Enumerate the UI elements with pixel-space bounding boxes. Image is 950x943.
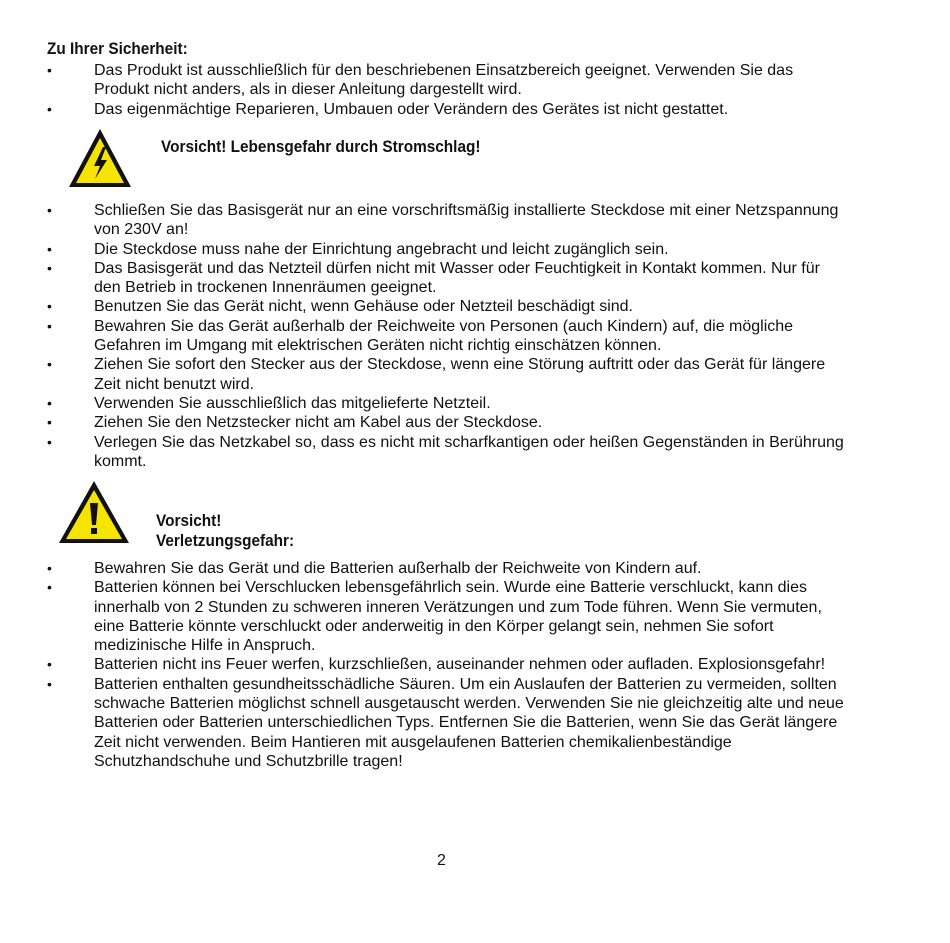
section-title: Zu Ihrer Sicherheit: xyxy=(47,40,188,58)
bullet xyxy=(47,100,57,119)
list-item xyxy=(47,413,847,432)
bullet xyxy=(47,297,57,316)
bullet xyxy=(47,578,57,597)
page-number: 2 xyxy=(437,852,446,869)
list-item-text: Verlegen Sie das Netzkabel so, dass es nicht mit scharfkantigen oder heißen Gegenständen in Berührung kommt. xyxy=(94,433,844,470)
list-item xyxy=(47,297,847,316)
bullet xyxy=(47,413,57,432)
exclamation-warning-icon xyxy=(57,479,131,545)
bullet xyxy=(47,559,57,578)
list-item-text: Verwenden Sie ausschließlich das mitgelieferte Netzteil. xyxy=(94,394,491,412)
injury-warning-line1: Vorsicht! xyxy=(156,512,222,530)
electric-shock-warning-text: Vorsicht! Lebensgefahr durch Stromschlag! xyxy=(161,138,481,156)
bullet xyxy=(47,675,57,694)
bullet xyxy=(47,433,57,452)
list-item xyxy=(47,675,847,771)
list-item-text: Ziehen Sie den Netzstecker nicht am Kabel aus der Steckdose. xyxy=(94,414,543,432)
list-item xyxy=(47,433,847,472)
electric-shock-warning-icon xyxy=(67,127,133,189)
list-item xyxy=(47,394,847,413)
list-item-text: Bewahren Sie das Gerät außerhalb der Reichweite von Personen (auch Kindern) auf, die mögliche Gefahren im Umgang mit elektrischen Geräten nicht richtig einschätzen können. xyxy=(94,317,794,355)
list-item-text: Benutzen Sie das Gerät nicht, wenn Gehäuse oder Netzteil beschädigt sind. xyxy=(94,298,633,316)
list-item-text: Batterien können bei Verschlucken lebensgefährlich sein. Wurde eine Batterie verschluckt, kann dies innerhalb von 2 Stunden zu schweren inneren Verätzungen und zum Tode führen. Wenn Sie vermuten, eine Batterie könnte verschluckt oder anderweitig in den Körper gelangt sein, nehmen Sie sofort medizinische Hilfe in Anspruch. xyxy=(94,579,822,655)
safety-list-electrical xyxy=(47,201,847,471)
list-item xyxy=(47,201,847,240)
list-item xyxy=(47,317,847,356)
list-item-text: Batterien nicht ins Feuer werfen, kurzschließen, auseinander nehmen oder aufladen. Explosionsgefahr! xyxy=(94,656,826,674)
list-item-text: Das Produkt ist ausschließlich für den beschriebenen Einsatzbereich geeignet. Verwenden Sie das Produkt nicht anders, als in dieser Anleitung dargestellt wird. xyxy=(94,62,794,99)
injury-warning-line2: Verletzungsgefahr: xyxy=(156,532,295,550)
list-item-text: Batterien enthalten gesundheitsschädliche Säuren. Um ein Auslaufen der Batterien zu vermeiden, sollten schwache Batterien möglichst schnell ausgetauscht werden. Verwenden Sie nie gleichzeitig alte und neue Batterien oder Batterien unterschiedlichen Typs. Entfernen Sie die Batterien, wenn Sie das Gerät längere Zeit nicht verwenden. Beim Hantieren mit ausgelaufenen Batterien chemikalienbeständige Schutzhandschuhe und Schutzbrille tragen! xyxy=(94,675,844,770)
list-item xyxy=(47,100,847,119)
bullet xyxy=(47,259,57,278)
list-item-text: Die Steckdose muss nahe der Einrichtung angebracht und leicht zugänglich sein. xyxy=(94,240,669,258)
list-item xyxy=(47,61,847,100)
list-item-text: Schließen Sie das Basisgerät nur an eine vorschriftsmäßig installierte Steckdose mit einer Netzspannung von 230V an! xyxy=(94,202,839,239)
list-item xyxy=(47,240,847,259)
list-item-text: Das Basisgerät und das Netzteil dürfen nicht mit Wasser oder Feuchtigkeit in Kontakt kommen. Nur für den Betrieb in trockenen Innenräumen geeignet. xyxy=(94,259,820,297)
bullet xyxy=(47,394,57,413)
bullet xyxy=(47,317,57,336)
list-item xyxy=(47,655,847,674)
bullet xyxy=(47,240,57,259)
list-item xyxy=(47,559,847,578)
list-item-text: Das eigenmächtige Reparieren, Umbauen oder Verändern des Gerätes ist nicht gestattet. xyxy=(94,100,729,118)
list-item xyxy=(47,578,847,655)
bullet xyxy=(47,61,57,80)
list-item-text: Ziehen Sie sofort den Stecker aus der Steckdose, wenn eine Störung auftritt oder das Gerät für längere Zeit nicht benutzt wird. xyxy=(94,356,826,393)
list-item-text: Bewahren Sie das Gerät und die Batterien außerhalb der Reichweite von Kindern auf. xyxy=(94,560,702,577)
safety-list-general xyxy=(47,61,847,119)
bullet xyxy=(47,355,57,374)
bullet xyxy=(47,655,57,674)
safety-list-batteries xyxy=(47,559,847,771)
bullet xyxy=(47,201,57,220)
injury-warning-text xyxy=(156,511,294,551)
list-item xyxy=(47,259,847,298)
list-item xyxy=(47,355,847,394)
